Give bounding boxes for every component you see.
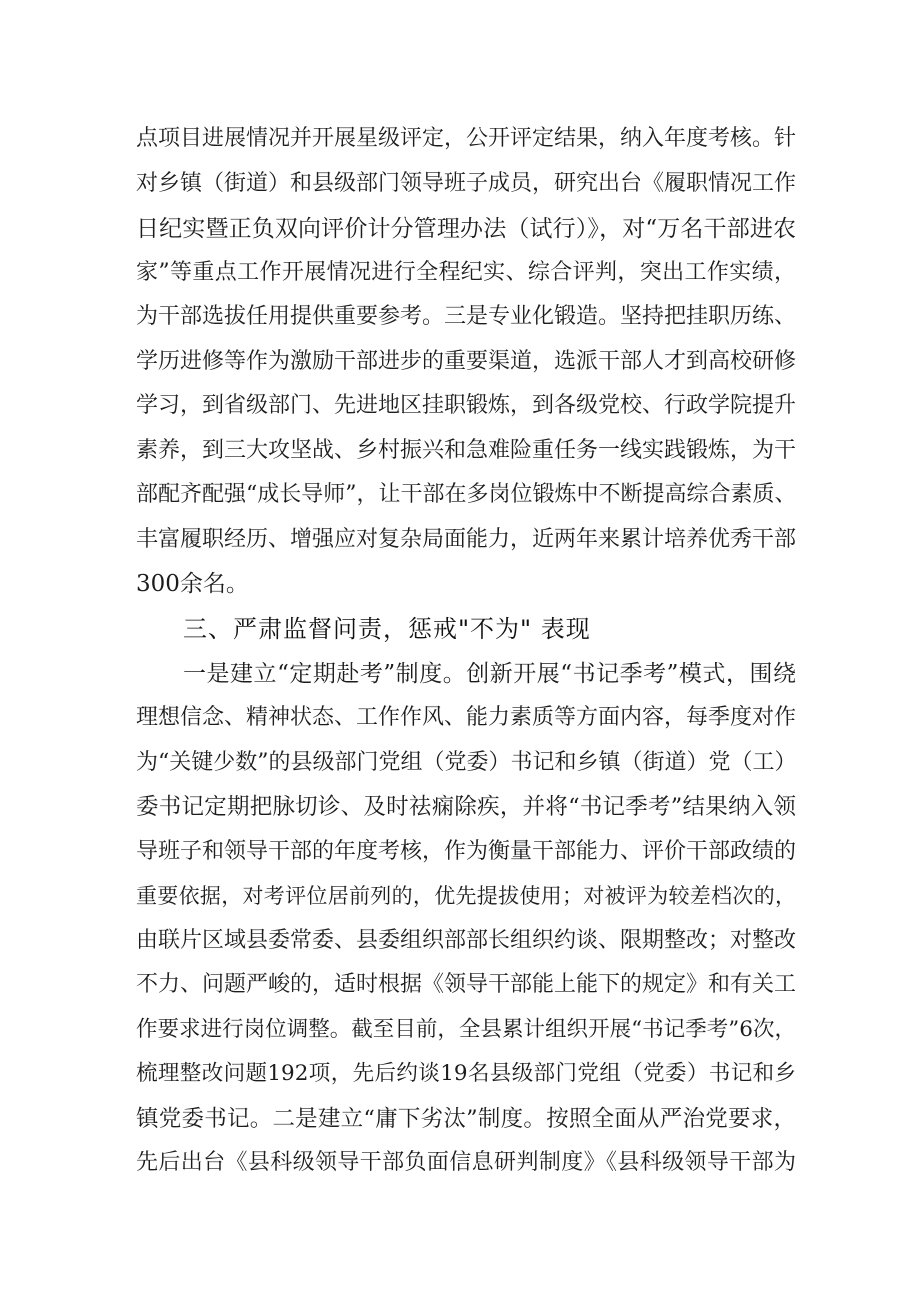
paragraph-line: 学习，到省级部门、先进地区挂职锻炼，到各级党校、行政学院提升	[136, 393, 797, 418]
paragraph-line: 家”等重点工作开展情况进行全程纪实、综合评判，突出工作实绩，	[136, 260, 796, 285]
paragraph-line: 日纪实暨正负双向评价计分管理办法（试行）》，对“万名干部进农	[136, 216, 796, 242]
paragraph-line: 不力、问题严峻的，适时根据《领导干部能上能下的规定》和有关工	[136, 972, 797, 997]
paragraph-line: 镇党委书记。二是建立“庸下劣汰”制度。按照全面从严治党要求，	[136, 1106, 796, 1132]
paragraph-line: 一是建立“定期赴考”制度。创新开展“书记季考”模式，围绕	[183, 661, 796, 687]
paragraph-line: 部配齐配强“成长导师”，让干部在多岗位锻炼中不断提高综合素质、	[136, 482, 797, 507]
paragraph-line: 重要依据，对考评位居前列的，优先提拔使用；对被评为较差档次的，	[136, 884, 796, 908]
paragraph-line: 素养，到三大攻坚战、乡村振兴和急难险重任务一线实践锻炼，为干	[136, 438, 797, 463]
paragraph-line: 点项目进展情况并开展星级评定，公开评定结果，纳入年度考核。针	[136, 126, 797, 151]
paragraph-line: 理想信念、精神状态、工作作风、能力素质等方面内容，每季度对作	[136, 705, 797, 730]
paragraph-line: 学历进修等作为激励干部进步的重要渠道，选派干部人才到高校研修	[136, 349, 797, 374]
section-heading: 三、严肃监督问责，惩戒"不为" 表现	[183, 615, 591, 643]
paragraph-line: 梳理整改问题192项，先后约谈19名县级部门党组（党委）书记和乡	[136, 1061, 796, 1086]
paragraph-line: 委书记定期把脉切诊、及时祛痫除疾，并将“书记季考”结果纳入领	[136, 794, 796, 820]
paragraph-line: 为“关键少数”的县级部门党组（党委）书记和乡镇（街道）党（工）	[136, 750, 797, 775]
paragraph-line: 由联片区域县委常委、县委组织部部长组织约谈、限期整改；对整改	[136, 928, 797, 953]
paragraph-line: 丰富履职经历、增强应对复杂局面能力，近两年来累计培养优秀干部	[136, 527, 797, 552]
paragraph-line: 导班子和领导干部的年度考核，作为衡量干部能力、评价干部政绩的	[136, 839, 797, 864]
paragraph-line: 作要求进行岗位调整。截至目前，全县累计组织开展“书记季考”6次，	[136, 1017, 796, 1042]
paragraph-line: 先后出台《县科级领导干部负面信息研判制度》《县科级领导干部为	[136, 1150, 796, 1175]
paragraph-line: 为干部选拔任用提供重要参考。三是专业化锻造。坚持把挂职历练、	[136, 304, 797, 329]
paragraph-line: 对乡镇（街道）和县级部门领导班子成员，研究出台《履职情况工作	[136, 171, 797, 196]
paragraph-line: 300余名。	[136, 571, 249, 597]
